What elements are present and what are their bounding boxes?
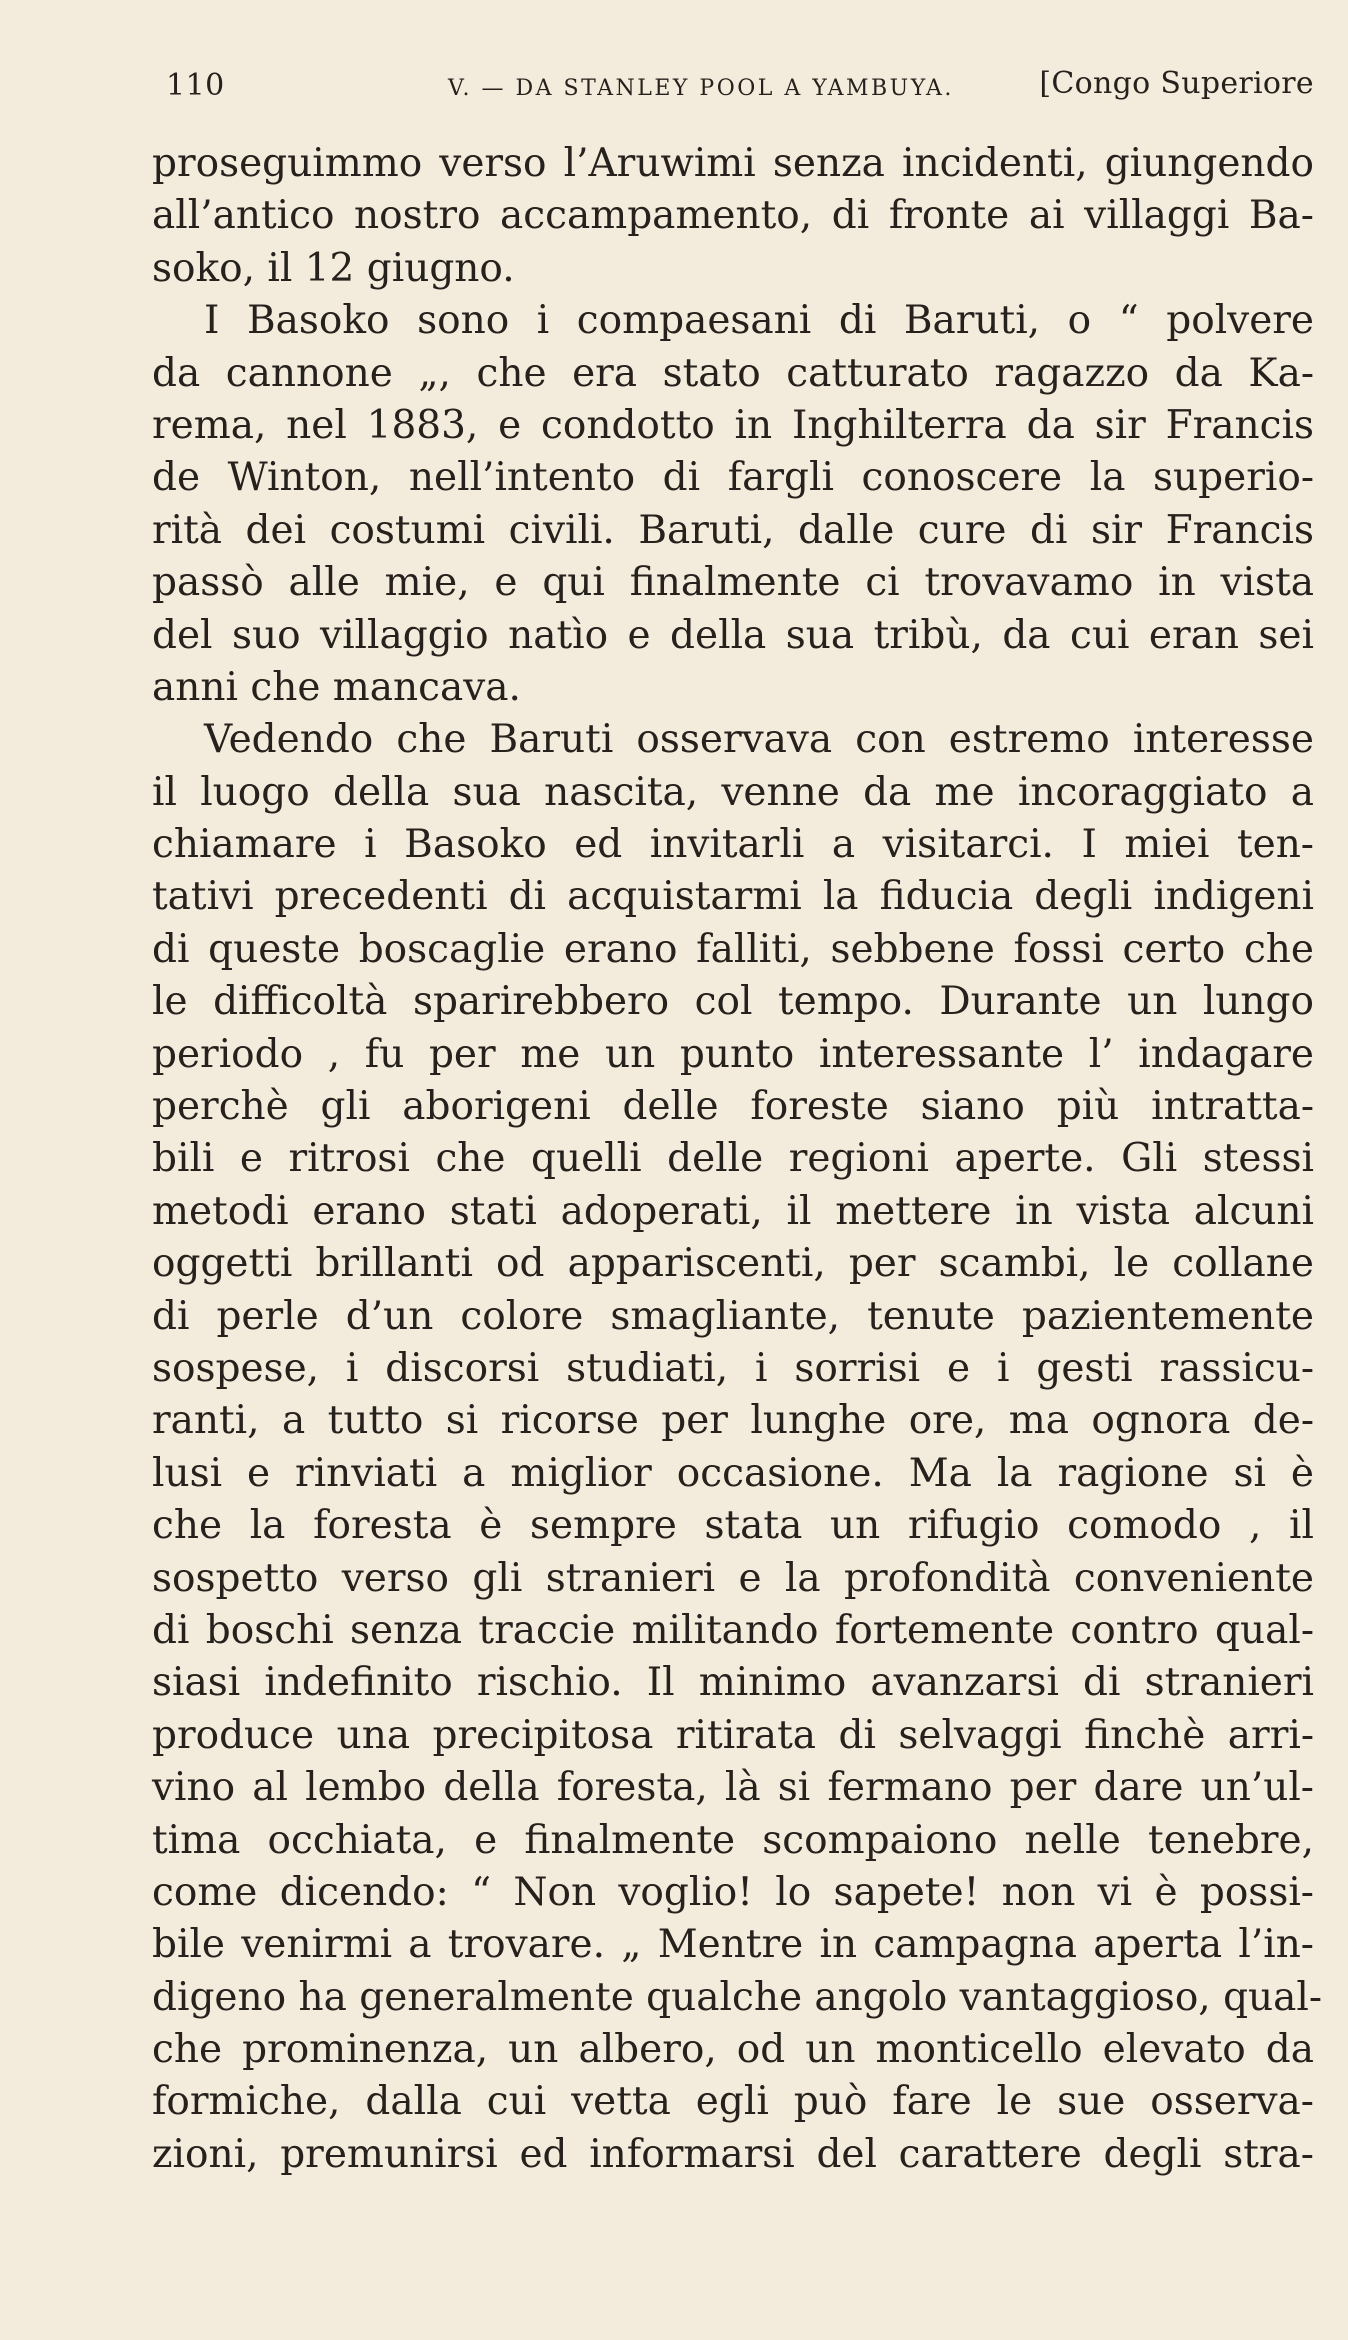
text-line: metodi erano stati adoperati, il mettere in vista alcuni	[152, 1188, 1314, 1234]
text-line: soko, il 12 giugno.	[152, 245, 515, 291]
text-line: digeno ha generalmente qualche angolo vantaggioso, qual-	[152, 1974, 1323, 2020]
text-line: sospese, i discorsi studiati, i sorrisi e i gesti rassicu-	[152, 1345, 1314, 1391]
text-line: formiche, dalla cui vetta egli può fare le sue osserva-	[152, 2079, 1314, 2125]
text-line: all’antico nostro accampamento, di fronte ai villaggi Ba-	[152, 193, 1314, 239]
section-label: [Congo Superiore	[1039, 66, 1314, 101]
text-line: di boschi senza traccie militando fortemente contro qual-	[152, 1607, 1314, 1653]
text-line: tativi precedenti di acquistarmi la fiducia degli indigeni	[152, 874, 1314, 920]
text-line: sospetto verso gli stranieri e la profondità conveniente	[152, 1555, 1314, 1601]
text-line: siasi indefinito rischio. Il minimo avanzarsi di stranieri	[152, 1660, 1314, 1706]
text-line: Vedendo che Baruti osservava con estremo interesse	[204, 717, 1314, 763]
text-line: produce una precipitosa ritirata di selvaggi finchè arri-	[152, 1712, 1314, 1758]
text-line: di queste boscaglie erano falliti, sebbene fossi certo che	[152, 926, 1314, 972]
text-line: zioni, premunirsi ed informarsi del carattere degli stra-	[152, 2131, 1314, 2177]
text-line: che prominenza, un albero, od un monticello elevato da	[152, 2027, 1314, 2073]
text-line: bile venirmi a trovare. „ Mentre in campagna aperta l’in-	[152, 1922, 1314, 1968]
text-line: chiamare i Basoko ed invitarli a visitarci. I miei ten-	[152, 822, 1314, 868]
text-line: de Winton, nell’intento di fargli conoscere la superio-	[152, 455, 1314, 501]
text-line: che la foresta è sempre stata un rifugio comodo , il	[152, 1503, 1314, 1549]
text-line: I Basoko sono i compaesani di Baruti, o “ polvere	[204, 298, 1314, 344]
text-line: rità dei costumi civili. Baruti, dalle cure di sir Francis	[152, 507, 1314, 553]
text-line: le difficoltà sparirebbero col tempo. Durante un lungo	[152, 979, 1314, 1025]
text-line: bili e ritrosi che quelli delle regioni aperte. Gli stessi	[152, 1136, 1314, 1182]
text-line: da cannone „, che era stato catturato ragazzo da Ka-	[152, 350, 1314, 396]
text-line: anni che mancava.	[152, 664, 521, 710]
text-line: tima occhiata, e finalmente scompaiono nelle tenebre,	[152, 1817, 1314, 1863]
running-header	[166, 62, 1314, 118]
text-line: periodo , fu per me un punto interessante l’ indagare	[152, 1031, 1314, 1077]
text-line: lusi e rinviati a miglior occasione. Ma la ragione si è	[152, 1450, 1314, 1496]
text-line: perchè gli aborigeni delle foreste siano più intratta-	[152, 1084, 1314, 1130]
text-line: rema, nel 1883, e condotto in Inghilterra da sir Francis	[152, 402, 1314, 448]
text-line: proseguimmo verso l’Aruwimi senza incidenti, giungendo	[152, 141, 1314, 186]
running-title: V. — DA STANLEY POOL A YAMBUYA.	[448, 76, 954, 101]
text-line: vino al lembo della foresta, là si fermano per dare un’ul-	[152, 1765, 1314, 1811]
text-line: oggetti brillanti od appariscenti, per scambi, le collane	[152, 1241, 1314, 1287]
text-line: ranti, a tutto si ricorse per lunghe ore, ma ognora de-	[152, 1398, 1314, 1444]
text-line: passò alle mie, e qui finalmente ci trovavamo in vista	[152, 560, 1314, 606]
text-line: come dicendo: “ Non voglio! lo sapete! non vi è possi-	[152, 1869, 1314, 1915]
text-line: del suo villaggio natìo e della sua tribù, da cui eran sei	[152, 612, 1314, 658]
text-line: di perle d’un colore smagliante, tenute pazientemente	[152, 1293, 1314, 1339]
text-line: il luogo della sua nascita, venne da me incoraggiato a	[152, 769, 1314, 815]
text-body	[152, 138, 1323, 2181]
page-number: 110	[166, 68, 225, 103]
